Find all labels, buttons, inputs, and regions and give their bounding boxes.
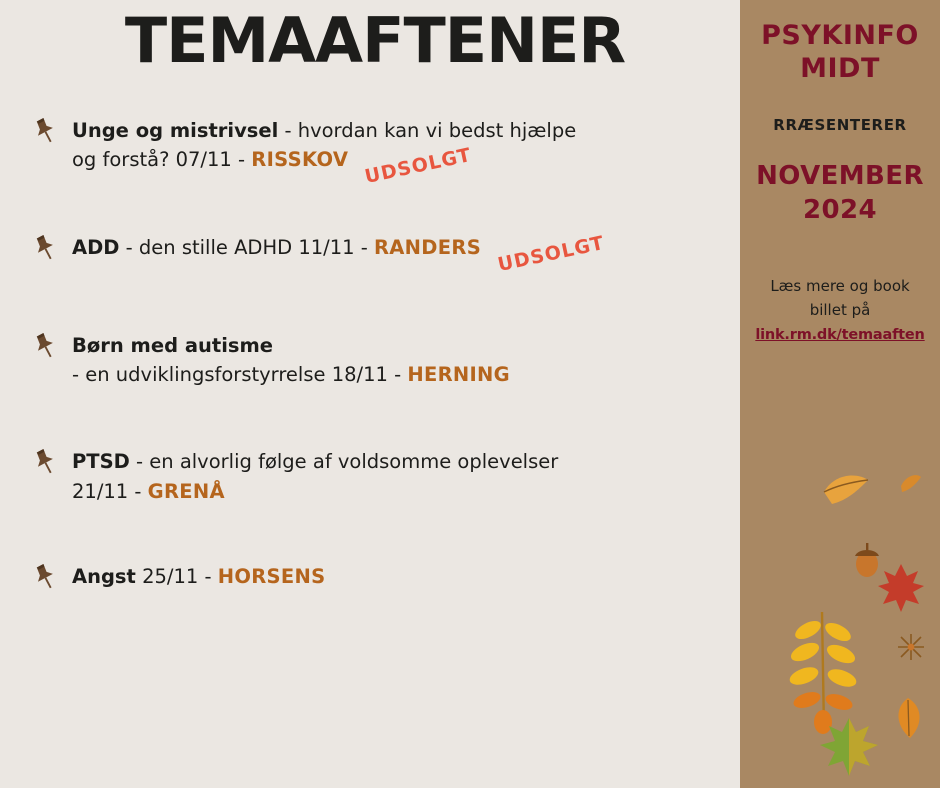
- event-title: Angst: [72, 564, 136, 588]
- compound-leaf-icon: [778, 606, 866, 736]
- list-item: [26, 231, 740, 276]
- event-desc-a: - den stille ADHD 11/11 -: [119, 235, 374, 259]
- event-city: RANDERS: [373, 235, 482, 259]
- pushpin-icon: [30, 116, 60, 146]
- event-line-2: [72, 360, 740, 389]
- event-title: ADD: [72, 235, 120, 259]
- event-line-1: [72, 231, 740, 276]
- event-desc-b: 21/11 -: [72, 479, 148, 503]
- event-list: [0, 116, 740, 602]
- event-line-1: [72, 562, 740, 591]
- event-line-1: [72, 116, 740, 145]
- month-year: [748, 160, 932, 228]
- booking-line-1: Læs mere og book: [770, 277, 910, 296]
- list-item: [26, 331, 740, 390]
- acorn-icon: [850, 540, 884, 578]
- poster-sidebar: [740, 0, 940, 788]
- event-desc-b: og forstå? 07/11 -: [72, 148, 252, 172]
- event-line-2: [72, 144, 740, 189]
- leaf-icon: [888, 696, 928, 740]
- event-city: RISSKOV: [251, 148, 349, 172]
- event-desc-a: - en alvorlig følge af voldsomme oplevelser: [129, 450, 559, 474]
- event-title: PTSD: [72, 450, 130, 474]
- brand-line-2: MIDT: [800, 52, 880, 84]
- booking-link[interactable]: link.rm.dk/temaaften: [755, 326, 925, 343]
- event-title: Børn med autisme: [72, 333, 274, 357]
- event-line-1: [72, 447, 740, 476]
- leaf-icon: [818, 466, 874, 512]
- list-item: [26, 562, 740, 602]
- month-label: NOVEMBER: [756, 160, 924, 191]
- event-line-1: [72, 331, 740, 360]
- event-desc-a: - hvordan kan vi bedst hjælpe: [278, 119, 577, 142]
- event-desc-b: - en udviklingsforstyrrelse 18/11 -: [72, 363, 408, 386]
- leaf-icon: [898, 470, 924, 496]
- booking-line-2: billet på: [809, 300, 871, 319]
- event-desc-a: 25/11 -: [135, 564, 218, 588]
- pushpin-icon: [30, 447, 60, 477]
- status-badge: UDSOLGT: [363, 144, 474, 189]
- list-item: [26, 447, 740, 506]
- brand-name: [748, 20, 932, 86]
- brand-line-1: PSYKINFO: [761, 20, 919, 51]
- event-line-2: [72, 477, 740, 506]
- pushpin-icon: [30, 562, 60, 592]
- pushpin-icon: [30, 331, 60, 361]
- maple-leaf-icon: [818, 716, 880, 778]
- list-item: [26, 116, 740, 189]
- event-city: GRENÅ: [147, 479, 225, 503]
- event-city: HORSENS: [217, 564, 326, 588]
- presents-label: RRÆSENTERER: [773, 115, 907, 134]
- year-label: 2024: [803, 194, 877, 225]
- page-title: TEMAAFTENER: [124, 4, 626, 77]
- maple-leaf-icon: [876, 562, 926, 614]
- event-city: HERNING: [407, 363, 510, 386]
- seed-pod-icon: [896, 632, 926, 662]
- event-title: Unge og mistrivsel: [72, 119, 279, 142]
- booking-info: [748, 275, 932, 346]
- status-badge: UDSOLGT: [495, 231, 607, 276]
- pushpin-icon: [30, 233, 60, 263]
